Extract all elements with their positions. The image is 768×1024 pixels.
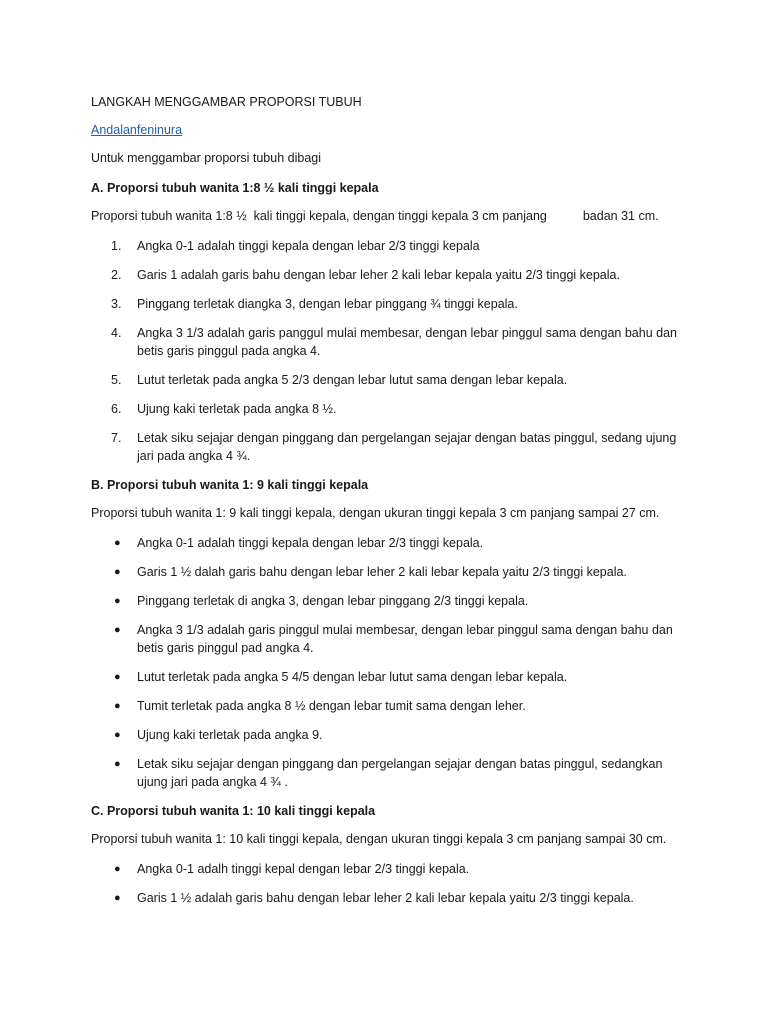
list-item: [91, 429, 691, 465]
list-number: 3.: [111, 297, 122, 311]
intro-text: Untuk menggambar proporsi tubuh dibagi: [91, 151, 321, 165]
section-a-description: [91, 207, 691, 225]
bullet-icon: ●: [114, 566, 121, 578]
list-number: 5.: [111, 373, 122, 387]
list-item: [91, 755, 691, 791]
list-item: [91, 668, 691, 686]
list-item: [91, 621, 691, 657]
list-item: [91, 563, 691, 581]
list-item-text: Angka 3 1/3 adalah garis pinggul mulai membesar, dengan lebar pinggul sama dengan bahu dan betis garis pinggul pad angka 4.: [137, 623, 673, 655]
bullet-icon: ●: [114, 700, 121, 712]
section-b-description: Proporsi tubuh wanita 1: 9 kali tinggi kepala, dengan ukuran tinggi kepala 3 cm panjang sampai 27 cm.: [91, 506, 660, 520]
section-c-description: Proporsi tubuh wanita 1: 10 kali tinggi kepala, dengan ukuran tinggi kepala 3 cm panjang sampai 30 cm.: [91, 832, 667, 846]
list-item: [91, 534, 691, 552]
section-a-list: [91, 237, 691, 465]
bullet-icon: ●: [114, 892, 121, 904]
bullet-icon: ●: [114, 624, 121, 636]
list-item: [91, 726, 691, 744]
document-title: LANGKAH MENGGAMBAR PROPORSI TUBUH: [91, 95, 362, 109]
section-c-heading: C. Proporsi tubuh wanita 1: 10 kali tinggi kepala: [91, 804, 376, 818]
list-item-text: Ujung kaki terletak pada angka 9.: [137, 728, 323, 742]
list-item-text: Garis 1 adalah garis bahu dengan lebar leher 2 kali lebar kepala yaitu 2/3 tinggi kepala.: [137, 268, 620, 282]
bullet-icon: ●: [114, 595, 121, 607]
bullet-icon: ●: [114, 863, 121, 875]
list-item-text: Angka 0-1 adalah tinggi kepala dengan lebar 2/3 tinggi kepala: [137, 239, 480, 253]
list-item-text: Garis 1 ½ adalah garis bahu dengan lebar leher 2 kali lebar kepala yaitu 2/3 tinggi kepala.: [137, 891, 634, 905]
list-item-text: Angka 3 1/3 adalah garis panggul mulai membesar, dengan lebar pinggul sama dengan bahu dan betis garis pinggul pada angka 4.: [137, 326, 677, 358]
bullet-icon: ●: [114, 671, 121, 683]
list-item-text: Lutut terletak pada angka 5 4/5 dengan lebar lutut sama dengan lebar kepala.: [137, 670, 568, 684]
list-item-text: Garis 1 ½ dalah garis bahu dengan lebar leher 2 kali lebar kepala yaitu 2/3 tinggi kepala.: [137, 565, 627, 579]
list-item-text: Letak siku sejajar dengan pinggang dan pergelangan sejajar dengan batas pinggul, sedang ujung jari pada angka 4 ¾.: [137, 431, 677, 463]
list-number: 4.: [111, 326, 122, 340]
list-item: [91, 697, 691, 715]
document-page: [91, 93, 691, 918]
list-number: 7.: [111, 431, 122, 445]
section-b-list: [91, 534, 691, 791]
list-item: [91, 371, 691, 389]
list-item: [91, 295, 691, 313]
section-a-heading: A. Proporsi tubuh wanita 1:8 ½ kali tinggi kepala: [91, 181, 379, 195]
list-item-text: Angka 0-1 adalah tinggi kepala dengan lebar 2/3 tinggi kepala.: [137, 536, 484, 550]
list-number: 1.: [111, 239, 122, 253]
bullet-icon: ●: [114, 758, 121, 770]
bullet-icon: ●: [114, 729, 121, 741]
list-item: [91, 400, 691, 418]
list-item: [91, 889, 691, 907]
list-item-text: Pinggang terletak di angka 3, dengan lebar pinggang 2/3 tinggi kepala.: [137, 594, 529, 608]
list-item-text: Ujung kaki terletak pada angka 8 ½.: [137, 402, 337, 416]
list-item: [91, 266, 691, 284]
section-a-desc-part1: Proporsi tubuh wanita 1:8 ½ kali tinggi kepala, dengan tinggi kepala 3 cm panjang: [91, 209, 547, 223]
list-item-text: Tumit terletak pada angka 8 ½ dengan lebar tumit sama dengan leher.: [137, 699, 526, 713]
bullet-icon: ●: [114, 537, 121, 549]
section-b-heading: B. Proporsi tubuh wanita 1: 9 kali tinggi kepala: [91, 478, 369, 492]
list-item-text: Lutut terletak pada angka 5 2/3 dengan lebar lutut sama dengan lebar kepala.: [137, 373, 568, 387]
list-number: 2.: [111, 268, 122, 282]
list-item: [91, 237, 691, 255]
author-link[interactable]: Andalanfeninura: [91, 123, 183, 137]
list-number: 6.: [111, 402, 122, 416]
list-item: [91, 860, 691, 878]
section-a-desc-part2: badan 31 cm.: [582, 209, 659, 223]
list-item-text: Angka 0-1 adalh tinggi kepal dengan lebar 2/3 tinggi kepala.: [137, 862, 470, 876]
list-item: [91, 592, 691, 610]
section-c-list: [91, 860, 691, 907]
list-item-text: Letak siku sejajar dengan pinggang dan pergelangan sejajar dengan batas pinggul, sedangkan ujung jari pada angka 4 ¾ .: [137, 757, 663, 789]
list-item-text: Pinggang terletak diangka 3, dengan lebar pinggang ¾ tinggi kepala.: [137, 297, 518, 311]
list-item: [91, 324, 691, 360]
